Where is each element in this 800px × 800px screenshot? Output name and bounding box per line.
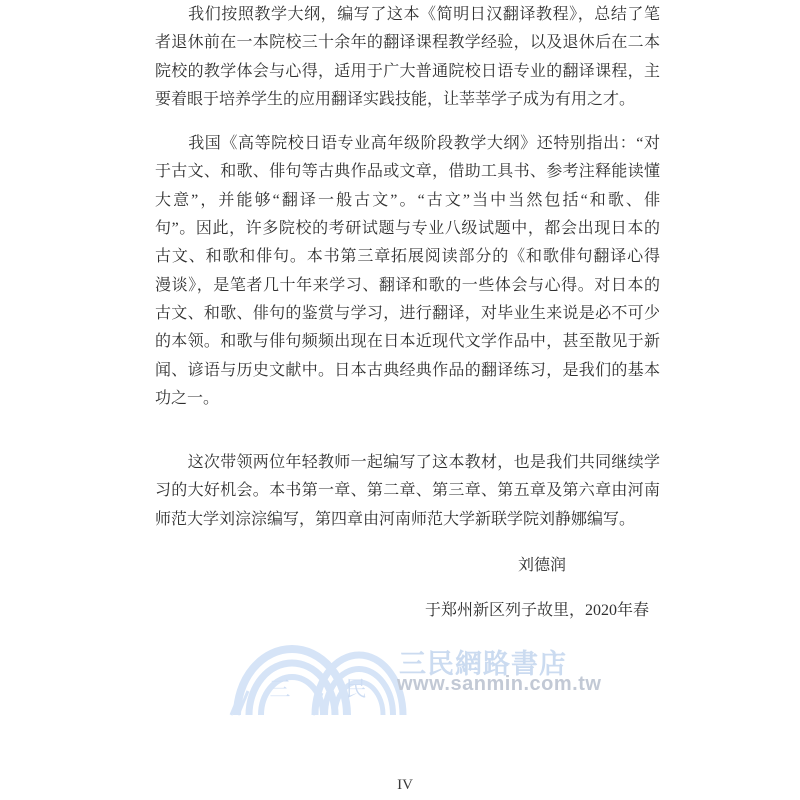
- logo-char-san: 三: [269, 677, 291, 701]
- text-line: 古文、和歌和俳句。本书第三章拓展阅读部分的《和歌俳句翻译心得: [155, 248, 660, 266]
- text-line: 于古文、和歌、俳句等古典作品或文章，借助工具书、参考注释能读懂: [155, 163, 660, 181]
- sanmin-watermark: [228, 638, 602, 728]
- text-line: 功之一。: [155, 389, 220, 407]
- text-line: 要着眼于培养学生的应用翻译实践技能，让莘莘学子成为有用之才。: [155, 90, 636, 108]
- watermark-url: www.sanmin.com.tw: [397, 673, 602, 695]
- text-line: 我们按照教学大纲，编写了这本《简明日汉翻译教程》，总结了笔: [155, 6, 660, 23]
- logo-char-min: 民: [345, 677, 367, 701]
- text-line: 习的大好机会。本书第一章、第二章、第三章、第五章及第六章由河南: [155, 482, 660, 500]
- watermark-store-name: 三民網路書店: [399, 649, 567, 679]
- text-line: 漫谈》，是笔者几十年来学习、翻译和歌的一些体会与心得。对日本的: [155, 276, 660, 294]
- text-line: 院校的教学体会与心得，适用于广大普通院校日语专业的翻译课程，主: [155, 62, 660, 80]
- text-line: 闻、谚语与历史文献中。日本古典经典作品的翻译练习，是我们的基本: [155, 361, 660, 379]
- text-line: 的本领。和歌与俳句频频出现在日本近现代文学作品中，甚至散见于新: [155, 333, 660, 351]
- preface-paragraph-2: [155, 130, 660, 413]
- text-line: 师范大学刘淙淙编写，第四章由河南师范大学新联学院刘静娜编写。: [155, 510, 636, 528]
- sanmin-logo-icon: [228, 640, 428, 725]
- text-line: 句”。因此，许多院校的考研试题与专业八级试题中，都会出现日本的: [155, 219, 660, 237]
- text-line: 我国《高等院校日语专业高年级阶段教学大纲》还特别指出：“对: [155, 135, 660, 152]
- text-line: 者退休前在一本院校三十余年的翻译课程教学经验，以及退休后在二本: [155, 34, 660, 52]
- text-line: 这次带领两位年轻教师一起编写了这本教材，也是我们共同继续学: [155, 454, 660, 471]
- preface-paragraph-3: [155, 449, 660, 534]
- place-date-line: 于郑州新区列子故里，2020年春: [425, 602, 650, 619]
- page-number: IV: [397, 777, 413, 793]
- author-signature: 刘德润: [518, 557, 567, 574]
- text-line: 古文、和歌、俳句的鉴赏与学习，进行翻译，对毕业生来说是必不可少: [155, 304, 660, 322]
- text-line: 大意”，并能够“翻译一般古文”。“古文”当中当然包括“和歌、俳: [155, 191, 660, 209]
- preface-paragraph-1: [155, 1, 660, 114]
